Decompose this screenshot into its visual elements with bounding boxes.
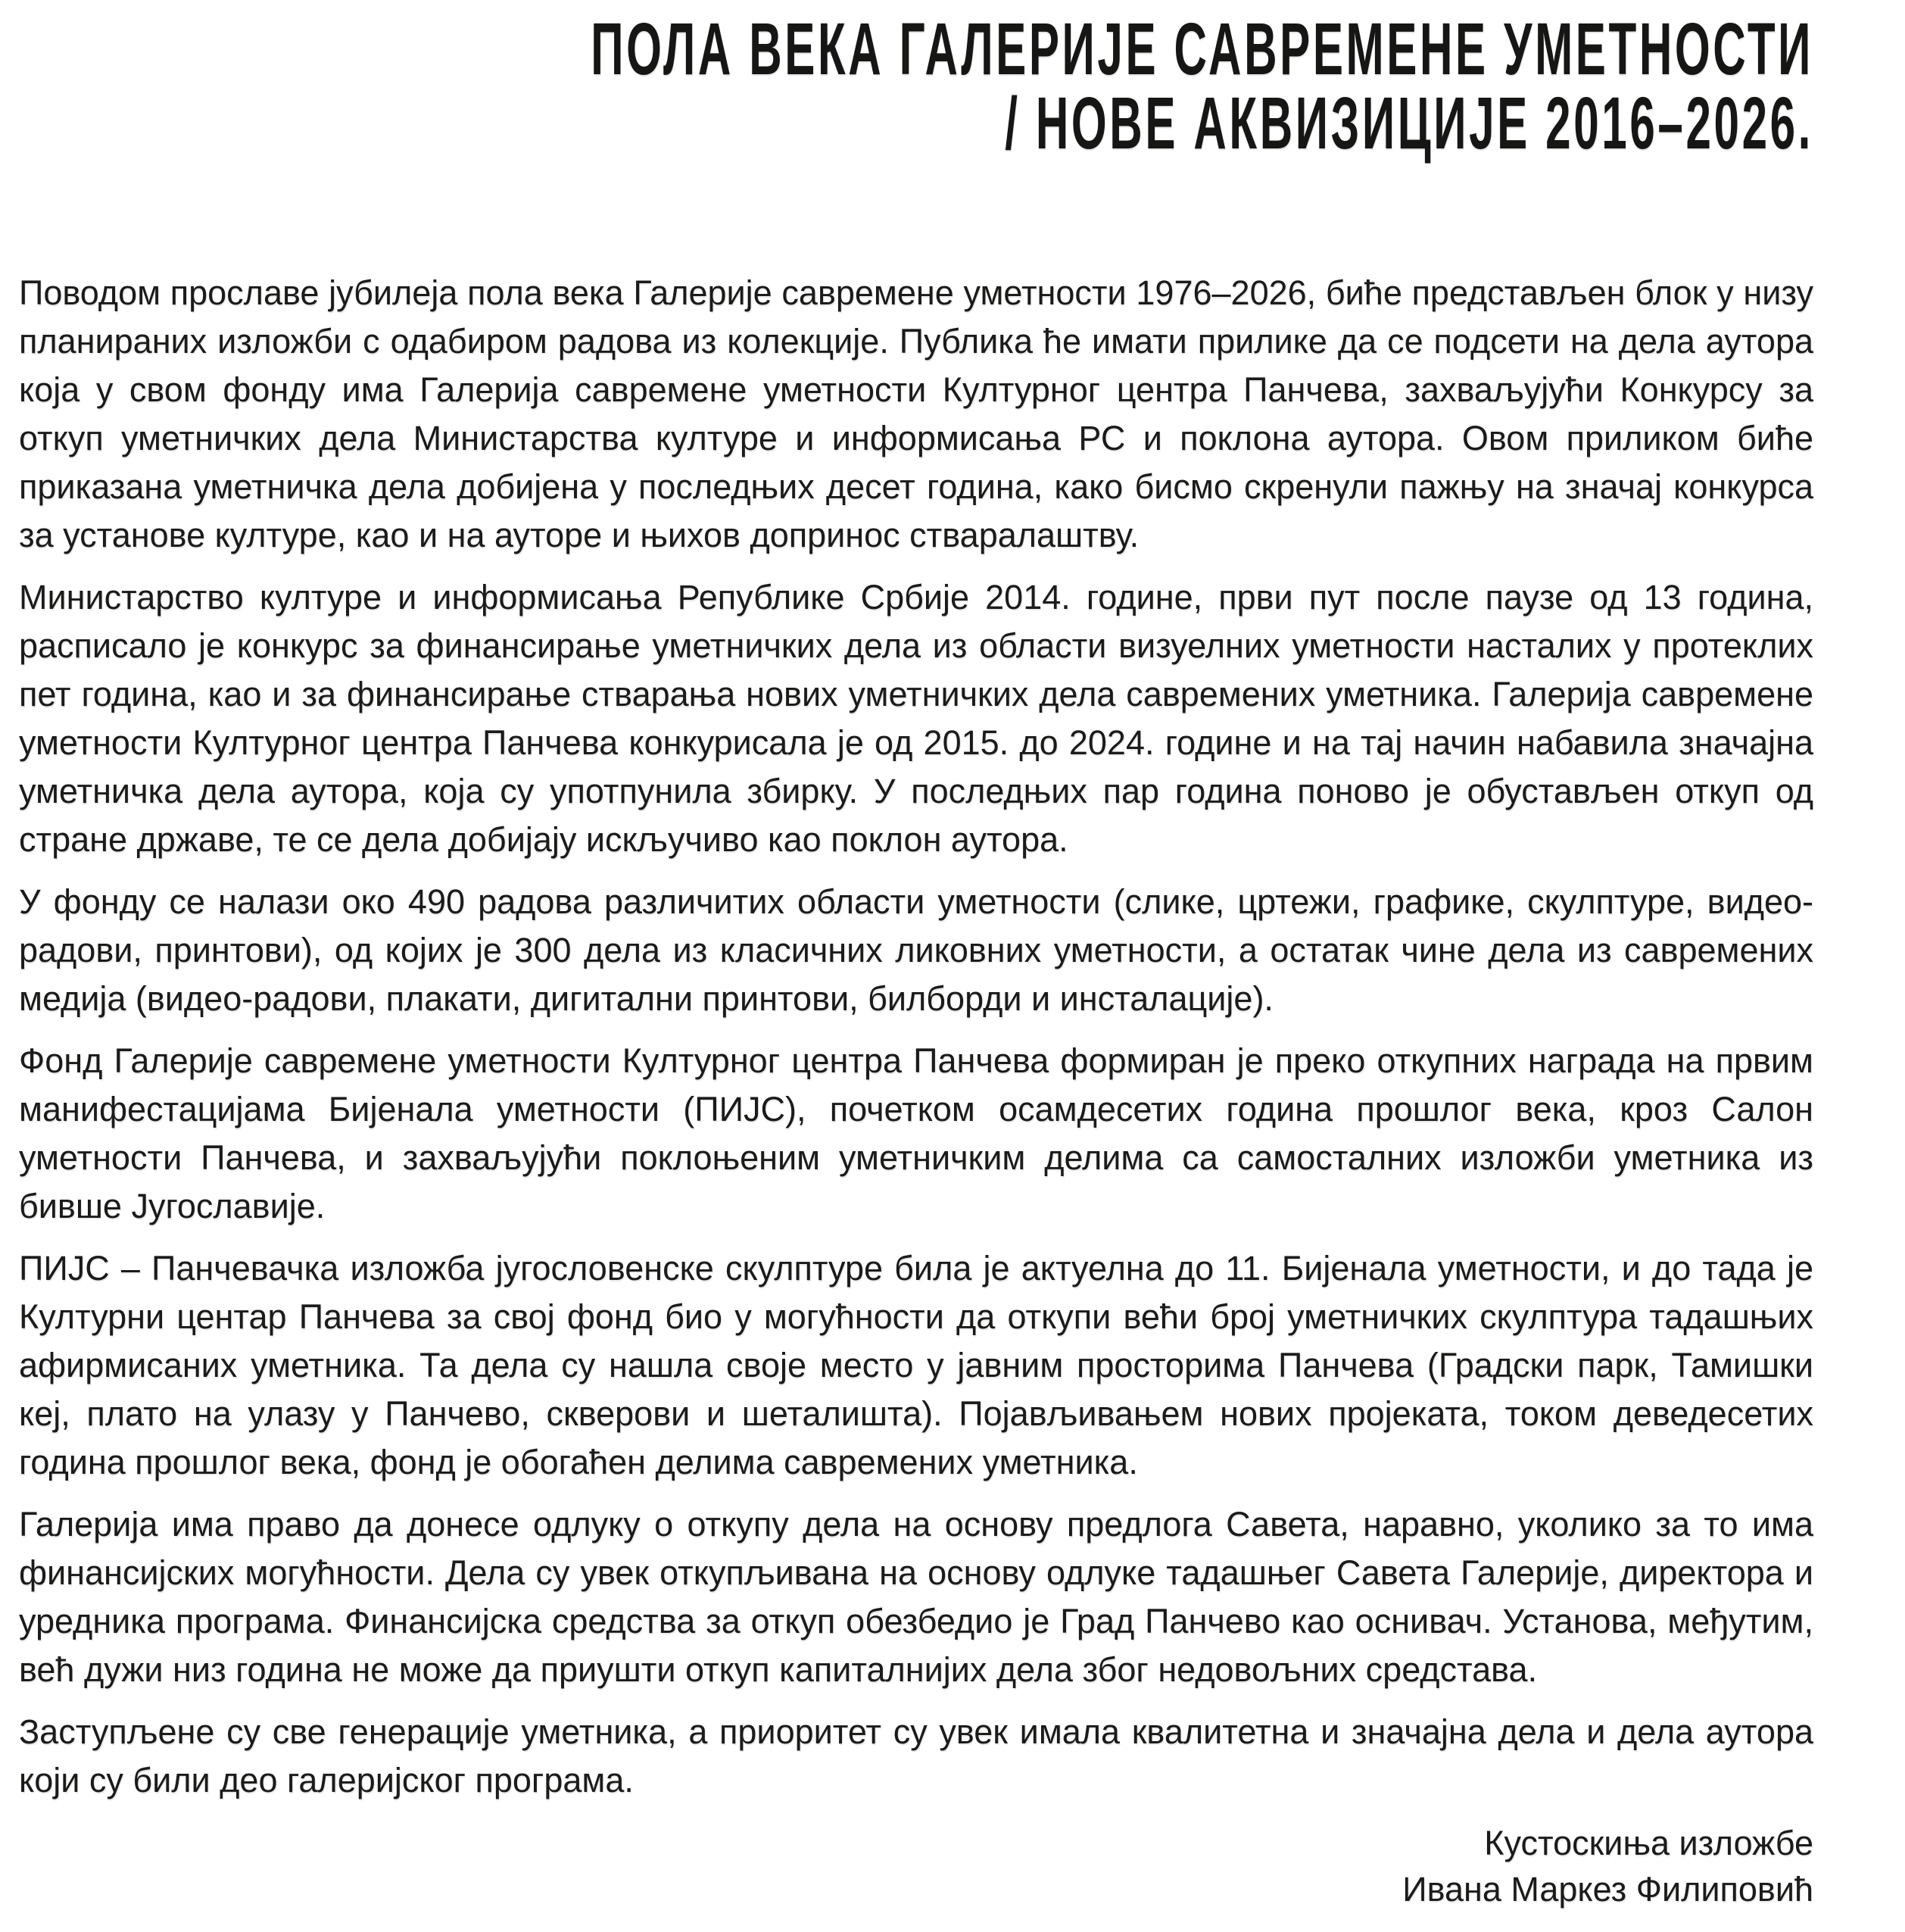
body-text — [19, 269, 1813, 1805]
paragraph-5: ПИЈС – Панчевачка изложба југословенске скулптуре била је актуелна до 11. Бијенала уметности, и до тада је Културни центар Панчева за свој фонд био у могућности да откупи већи број уметничких скулптура тадашњих афирмисаних уметника. Та дела су нашла своје место у јавним просторима Панчева (Градски парк, Тамишки кеј, плато на улазу у Панчево, скверови и шеталишта). Појављивањем нових пројеката, током деведесетих година прошлог века, фонд је обогаћен делима савремених уметника. — [19, 1249, 1813, 1481]
paragraph-1: Поводом прославе јубилеја пола века Галерије савремене уметности 1976–2026, биће представљен блок у низу планираних изложби с одабиром радова из колекције. Публика ће имати прилике да се подсети на дела аутора која у свом фонду има Галерија савремене уметности Културног центра Панчева, захваљујући Конкурсу за откуп уметничких дела Министарства културе и информисања РС и поклона аутора. Овом приликом биће приказана уметничка дела добијена у последњих десет година, како бисмо скренули пажњу на значај конкурса за установе културе, као и на ауторе и њихов допринос стваралаштву. — [19, 273, 1813, 554]
page-title — [311, 8, 1813, 164]
paragraph-6: Галерија има право да донесе одлуку о откупу дела на основу предлога Савета, наравно, уколико за то има финансијских могућности. Дела су увек откупљивана на основу одлуке тадашњег Савета Галерије, директора и уредника програма. Финансијска средства за откуп обезбедио је Град Панчево као оснивач. Установа, међутим, већ дужи низ година не може да приушти откуп капиталнијих дела због недовољних средстава. — [19, 1505, 1813, 1689]
credit-block — [19, 1820, 1813, 1912]
page-title-line-2: / НОВЕ АКВИЗИЦИЈЕ 2016–2026. — [1005, 82, 1813, 164]
credit-role: Кустоскиња изложбе — [1484, 1824, 1813, 1862]
paragraph-3: У фонду се налази око 490 радова различитих области уметности (слике, цртежи, графике, скулптуре, видео-радови, принтови), од којих је 300 дела из класичних ликовних уметности, а остатак чине дела из савремених медија (видео-радови, плакати, дигитални принтови, билборди и инсталације). — [19, 882, 1813, 1018]
paragraph-2: Министарство културе и информисања Републике Србије 2014. године, први пут после паузе од 13 година, расписало је конкурс за финансирање уметничких дела из области визуелних уметности насталих у протеклих пет година, као и за финансирање стварања нових уметничких дела савремених уметника. Галерија савремене уметности Културног центра Панчева конкурисала је од 2015. до 2024. године и на тај начин набавила значајна уметничка дела аутора, која су употпунила збирку. У последњих пар година поново је обустављен откуп од стране државе, те се дела добијају искључиво као поклон аутора. — [19, 578, 1813, 859]
credit-name: Ивана Маркез Филиповић — [1402, 1870, 1813, 1909]
paragraph-4: Фонд Галерије савремене уметности Културног центра Панчева формиран је преко откупних награда на првим манифестацијама Бијенала уметности (ПИЈС), почетком осамдесетих година прошлог века, кроз Салон уметности Панчева, и захваљујући поклоњеним уметничким делима са самосталних изложби уметника из бивше Југославије. — [19, 1041, 1813, 1225]
page-title-line-1: ПОЛА ВЕКА ГАЛЕРИЈЕ САВРЕМЕНЕ УМЕТНОСТИ — [591, 8, 1813, 90]
paragraph-7: Заступљене су све генерације уметника, а приоритет су увек имала квалитетна и значајна дела и дела аутора који су били део галеријског програма. — [19, 1712, 1813, 1799]
